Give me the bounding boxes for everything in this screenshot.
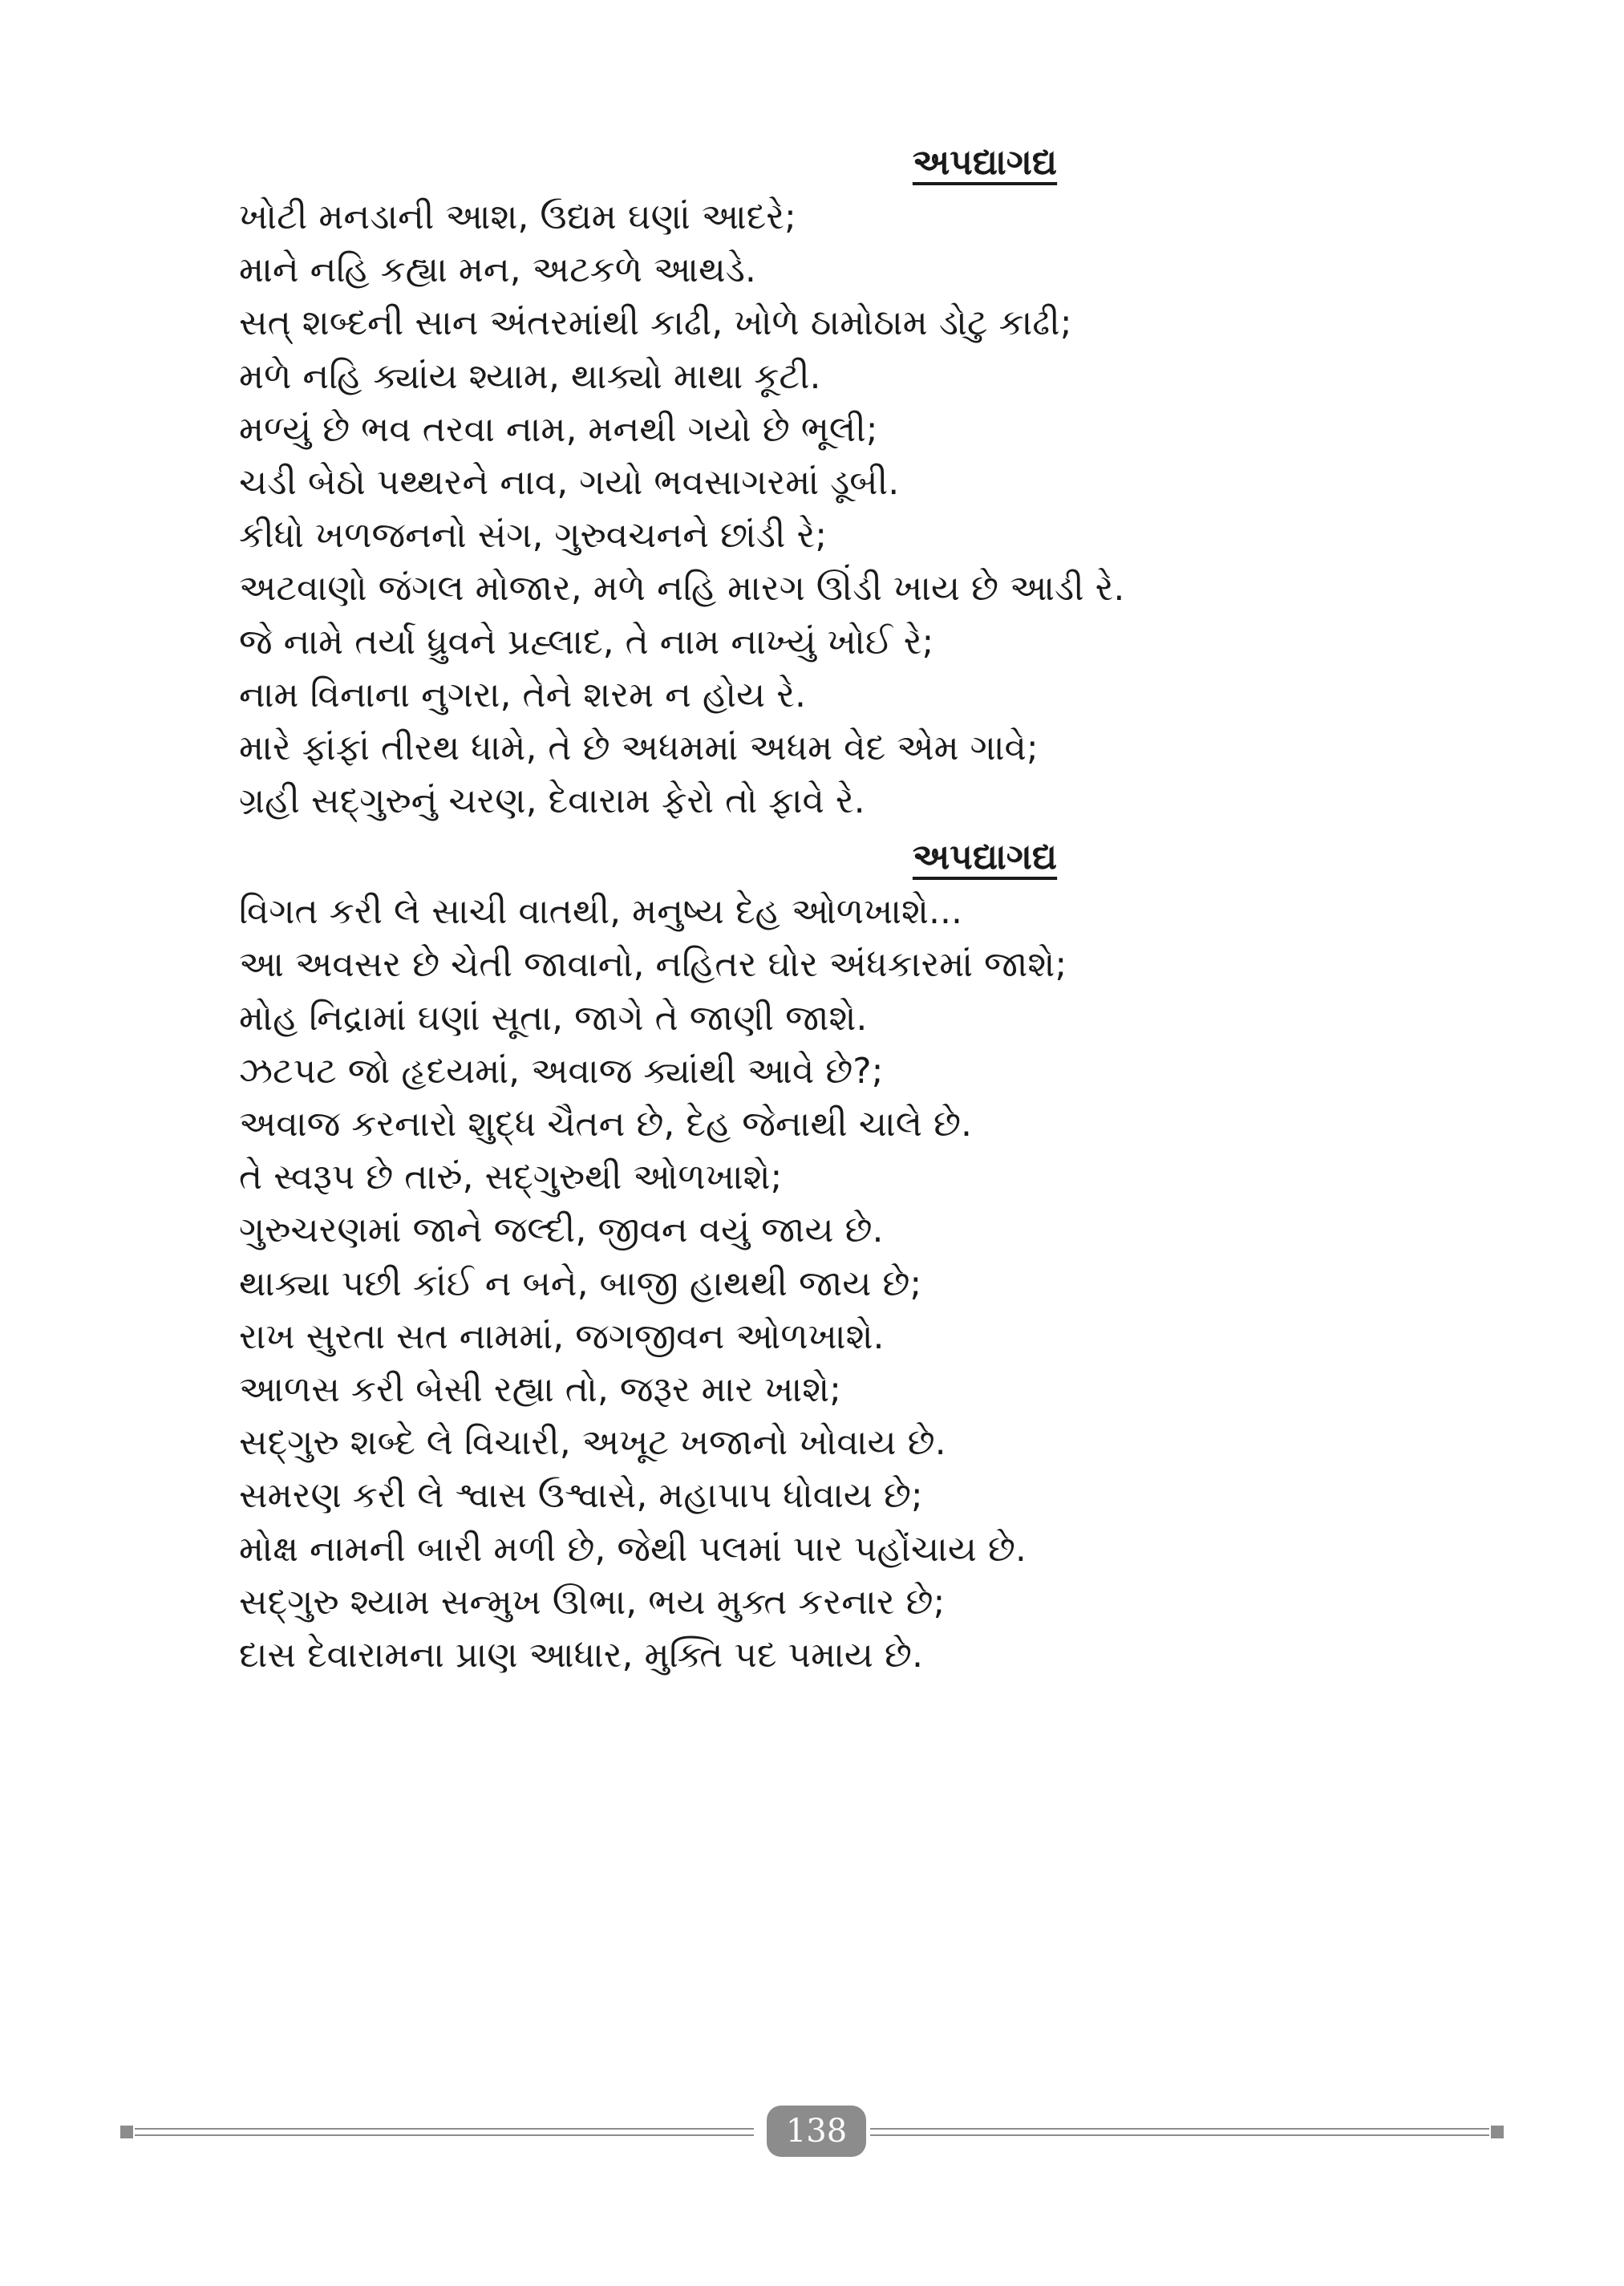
verse-line: ખોટી મનડાની આશ, ઉદ્યમ ઘણાં આદરે;: [239, 197, 796, 237]
verse-line: દાસ દેવારામના પ્રાણ આધાર, મુક્તિ પદ પમાય છે.: [239, 1634, 923, 1676]
verse-line: માને નહિ કહ્યા મન, અટકળે આથડે.: [239, 249, 756, 291]
verse-line: આ અવસર છે ચેતી જાવાનો, નહિતર ઘોર અંધકારમાં જાશે;: [239, 944, 1067, 986]
verse-line: નામ વિનાના નુગરા, તેને શરમ ન હોય રે.: [239, 674, 806, 715]
verse-line: મારે ફાંફાં તીરથ ધામે, તે છે અધમમાં અધમ વેદ એમ ગાવે;: [239, 727, 1039, 768]
rule-double-line: [135, 2128, 754, 2136]
verse-line: થાક્યા પછી કાંઈ ન બને, બાજી હાથથી જાય છે;: [239, 1263, 922, 1304]
verse-line: ચડી બેઠો પથ્થરને નાવ, ગયો ભવસાગરમાં ડૂબી.: [239, 461, 900, 503]
verse-line: તે સ્વરૂપ છે તારું, સદ્‌ગુરુથી ઓળખાશે;: [239, 1157, 783, 1198]
verse-line: મોક્ષ નામની બારી મળી છે, જેથી પલમાં પાર પહોંચાય છે.: [239, 1528, 1027, 1570]
verse-line: ગ્રહી સદ્‌ગુરુનું ચરણ, દેવારામ ફેરો તો ફાવે રે.: [239, 780, 865, 822]
page-number-badge: 138: [767, 2106, 866, 2157]
footer-rule-right: [870, 2126, 1504, 2138]
rule-end-square: [1491, 2126, 1504, 2138]
verse-line: મળે નહિ ક્યાંય શ્યામ, થાક્યો માથા કૂટી.: [239, 355, 821, 397]
verse-line: મળ્યું છે ભવ તરવા નામ, મનથી ગયો છે ભૂલી;: [239, 408, 878, 450]
verse-line: સદ્‌ગુરુ શબ્દે લે વિચારી, અખૂટ ખજાનો ખોવાય છે.: [239, 1422, 946, 1464]
section-2: [239, 831, 1402, 1682]
verse-line: ઝટપટ જો હૃદયમાં, અવાજ ક્યાંથી આવે છે?;: [239, 1050, 884, 1092]
verse-line: કીધો ખળજનનો સંગ, ગુરુવચનને છાંડી રે;: [239, 515, 828, 557]
verse-line: જે નામે તર્યા ધ્રુવને પ્રહ્લાદ, તે નામ નાખ્યું ખોઈ રે;: [239, 621, 934, 663]
page-text: [239, 136, 1402, 1682]
verse-line: આળસ કરી બેસી રહ્યા તો, જરૂર માર ખાશે;: [239, 1368, 841, 1410]
rule-double-line: [870, 2128, 1489, 2136]
verse-line: સમરણ કરી લે શ્વાસ ઉશ્વાસે, મહાપાપ ધોવાય છે;: [239, 1475, 923, 1517]
verse-line: સત્ શબ્દની સાન અંતરમાંથી કાઢી, ખોળે ઠામોઠામ ડોટુ કાઢી;: [239, 302, 1072, 344]
section-heading: અપદ્યાગદ્ય: [912, 837, 1058, 878]
verse-line: રાખ સુરતા સત નામમાં, જગજીવન ઓળખાશે.: [239, 1315, 885, 1357]
footer-rule-left: [120, 2126, 754, 2138]
rule-end-square: [120, 2126, 133, 2138]
verse-line: મોહ નિદ્રામાં ઘણાં સૂતા, જાગે તે જાણી જાશે.: [239, 997, 868, 1039]
section-heading: અપદ્યાગદ્ય: [912, 142, 1058, 183]
section-1: [239, 136, 1402, 828]
verse-line: ગુરુચરણમાં જાને જલ્દી, જીવન વયું જાય છે.: [239, 1210, 884, 1251]
verse-line: સદ્‌ગુરુ શ્યામ સન્મુખ ઊભા, ભય મુક્ત કરનાર છે;: [239, 1581, 946, 1623]
verse-line: અવાજ કરનારો શુદ્ધ ચૈતન છે, દેહ જેનાથી ચાલે છે.: [239, 1104, 972, 1145]
page-footer: [120, 2106, 1504, 2162]
verse-line: અટવાણો જંગલ મોજાર, મળે નહિ મારગ ઊંડી ખાય છે આડી રે.: [239, 568, 1125, 610]
verse-line: વિગત કરી લે સાચી વાતથી, મનુષ્ય દેહ ઓળખાશે...: [239, 891, 962, 933]
